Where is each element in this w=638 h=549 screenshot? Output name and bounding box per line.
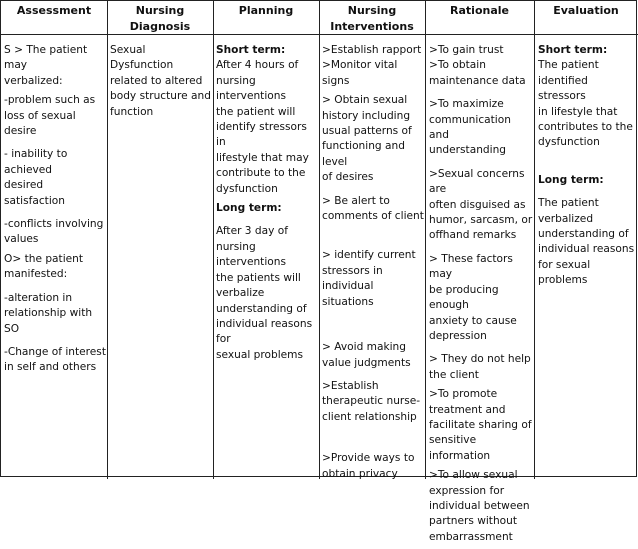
- nursing-diagnosis-text: Sexual Dysfunction related to altered body structure and function: [110, 44, 211, 118]
- planning-column: [216, 43, 318, 367]
- rationale-item: >To maximize communication and understanding: [429, 98, 511, 157]
- column-divider: [319, 1, 320, 479]
- intervention-item: >Establish rapport >Monitor vital signs: [322, 44, 422, 87]
- header-nursing-interventions: Nursing Interventions: [330, 4, 414, 33]
- intervention-item: > identify current stressors in individual situations: [322, 249, 416, 308]
- evaluation-long-term-label: Long term:: [538, 173, 604, 186]
- rationale-column: [429, 43, 533, 549]
- evaluation-short-term-label: Short term:: [538, 44, 608, 56]
- planning-long-term-label: Long term:: [216, 202, 282, 215]
- rationale-item: >Sexual concerns are often disguised as humor, sarcasm, or offhand remarks: [429, 167, 533, 242]
- header-planning: Planning: [238, 4, 294, 17]
- intervention-item: > Obtain sexual history including usual patterns of functioning and level of desires: [322, 94, 412, 184]
- rationale-item: >To allow sexual expression for individual between partners without embarrassment: [429, 469, 530, 543]
- evaluation-short-term-text: The patient identified stressors in lifestyle that contributes to the dysfunction: [538, 59, 633, 149]
- assessment-item: -problem such as loss of sexual desire: [4, 94, 96, 138]
- interventions-column: [322, 43, 424, 486]
- header-rationale: Rationale: [450, 4, 509, 17]
- planning-short-term-label: Short term:: [216, 44, 286, 56]
- assessment-item: -Change of interest in self and others: [4, 345, 106, 374]
- planning-long-term-text: After 3 day of nursing interventions the patients will verbalize understanding of individual reasons for sexual problems: [216, 225, 313, 361]
- column-divider: [425, 1, 426, 479]
- assessment-item: -conflicts involving values: [4, 218, 104, 246]
- rationale-item: > These factors may be producing enough anxiety to cause depression: [429, 252, 517, 342]
- assessment-item: -alteration in relationship with SO: [4, 291, 93, 335]
- intervention-item: >Establish therapeutic nurse- client relationship: [322, 379, 421, 423]
- assessment-item: S > The patient may verbalized:: [4, 44, 88, 87]
- rationale-item: >To gain trust >To obtain maintenance data: [429, 44, 526, 87]
- rationale-item: > They do not help the client: [429, 353, 531, 381]
- planning-short-term-text: After 4 hours of nursing interventions the patient will identify stressors in lifestyle that may contribute to the dysfunction: [216, 59, 309, 195]
- assessment-item: O> the patient manifested:: [4, 252, 84, 281]
- header-assessment: Assessment: [16, 4, 92, 17]
- assessment-item: - inability to achieved desired satisfaction: [4, 148, 68, 207]
- intervention-item: > Be alert to comments of client: [322, 194, 424, 223]
- column-divider: [213, 1, 214, 479]
- evaluation-column: [538, 43, 638, 293]
- header-evaluation: Evaluation: [553, 4, 619, 17]
- header-nursing-diagnosis: Nursing Diagnosis: [129, 4, 191, 33]
- assessment-column: [4, 43, 106, 380]
- diagnosis-column: [110, 43, 212, 124]
- intervention-item: > Avoid making value judgments: [322, 341, 411, 369]
- column-divider: [534, 1, 535, 479]
- intervention-item: >Provide ways to obtain privacy: [322, 452, 415, 480]
- column-divider: [107, 1, 108, 479]
- evaluation-long-term-text: The patient verbalized understanding of individual reasons for sexual problems: [538, 197, 635, 287]
- rationale-item: >To promote treatment and facilitate sharing of sensitive information: [429, 388, 532, 462]
